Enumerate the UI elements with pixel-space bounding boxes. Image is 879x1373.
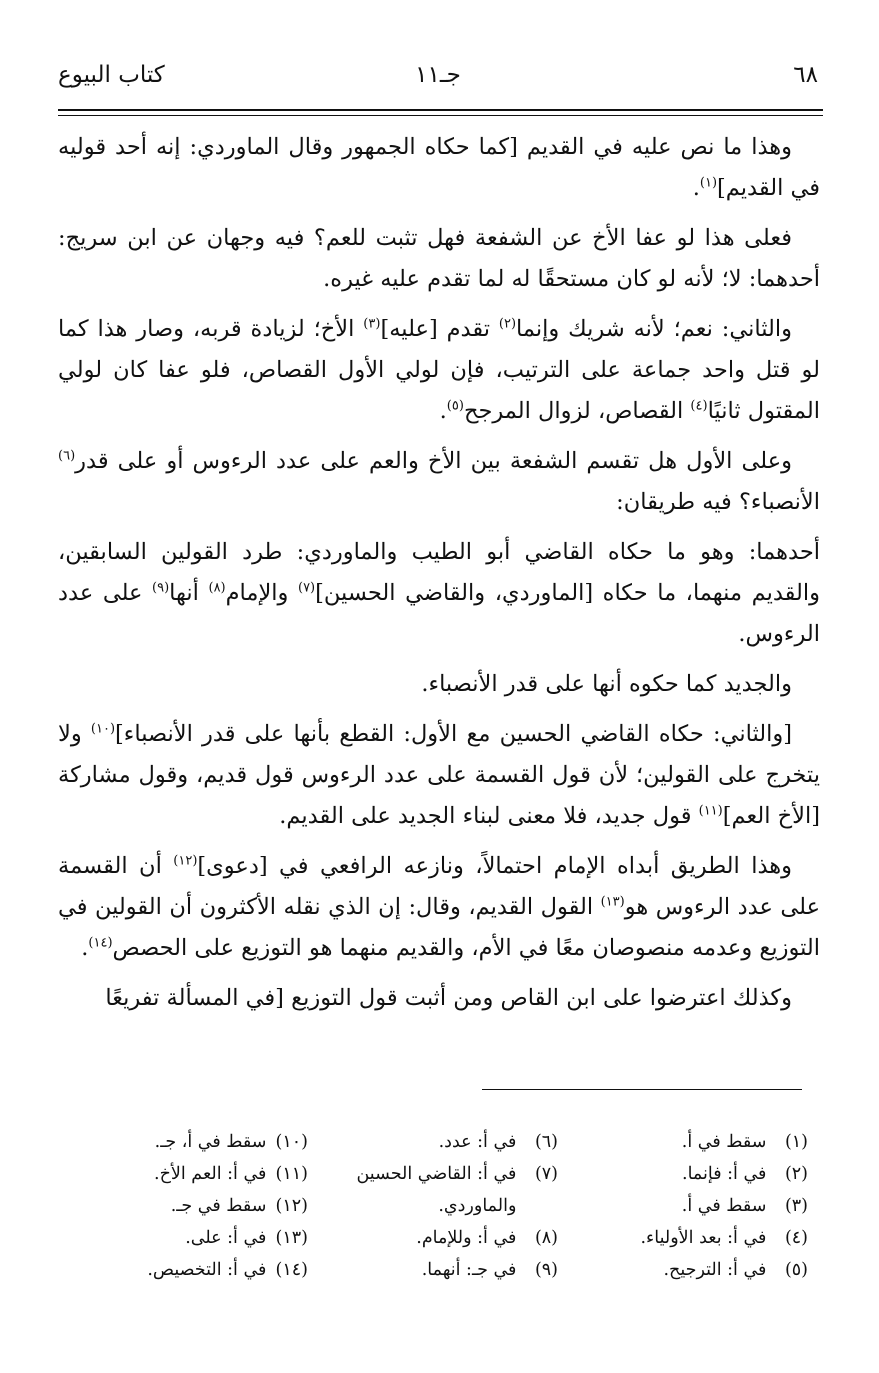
footnote-ref: (١٠) <box>90 721 116 737</box>
footnote: (٢) في أ: فإنما. <box>682 1164 808 1184</box>
paragraph: فعلى هذا لو عفا الأخ عن الشفعة فهل تثبت للعم؟ فيه وجهان عن ابن سريج: أحدهما: لا؛ لأنه لو كان مستحقًا له لما تقدم عليه غيره. <box>58 225 820 292</box>
paragraph: أحدهما: وهو ما حكاه القاضي أبو الطيب والماوردي: طرد القولين السابقين، والقديم منهما، ما حكاه [الماوردي، والقاضي الحسين]$^{(٧)}$ والإمام$^{(٨)}$ أنها$^{(٩)}$ على عدد الرءوس. <box>58 539 820 647</box>
paragraph: وهذا الطريق أبداه الإمام احتمالاً، ونازعه الرافعي في [دعوى]$^{(١٢)}$ أن القسمة على عدد الرءوس هو$^{(١٣)}$ القول القديم، وقال: إن الذي نقله الأكثرون أن القولين في التوزيع وعدمه منصوصان معًا في الأم، والقديم منهما هو التوزيع على الحصص$^{(١٤)}$. <box>58 853 820 961</box>
footnote-ref: (١٤) <box>88 935 113 951</box>
paragraph: [والثاني: حكاه القاضي الحسين مع الأول: القطع بأنها على قدر الأنصباء]$^{(١٠)}$ ولا يتخرج على القولين؛ لأن قول القسمة على عدد الرءوس قول قديم، وقول مشاركة [الأخ العم]$^{(١١)}$ قول جديد، فلا معنى لبناء الجديد على القديم. <box>58 721 820 829</box>
page-number: ٦٨ <box>793 62 818 88</box>
footnote: (٤) في أ: بعد الأولياء. <box>640 1228 808 1248</box>
footnote-continuation: والماوردي. <box>438 1196 517 1216</box>
header-rule <box>58 109 823 111</box>
footnote: (٦) في أ: عدد. <box>438 1132 558 1152</box>
paragraph: وهذا ما نص عليه في القديم [كما حكاه الجمهور وقال الماوردي: إنه أحد قوليه في القديم]$^{(١)}$. <box>58 134 820 201</box>
footnote-ref: (٣) <box>363 316 381 332</box>
footnote-ref: (٧) <box>297 580 316 596</box>
footnote-ref: (٨) <box>208 580 226 596</box>
volume-label: جـ١١ <box>415 62 461 88</box>
footnote-ref: (١٢) <box>173 853 198 869</box>
footnote-ref: (٤) <box>690 398 708 414</box>
footnote: (٥) في أ: الترجيح. <box>663 1260 808 1280</box>
footnote-ref: (٦) <box>58 448 76 464</box>
footnote: (١١) في أ: العم الأخ. <box>154 1164 308 1184</box>
footnote: (١٢) سقط في جـ. <box>170 1196 308 1216</box>
footnote-column <box>68 1126 308 1286</box>
main-text <box>58 127 820 1028</box>
footnote-ref: (١٣) <box>600 894 625 910</box>
footnote-ref: (٢) <box>498 316 517 332</box>
footnote: (٧) في أ: القاضي الحسين <box>356 1164 558 1184</box>
footnote: (٩) في جـ: أنهما. <box>421 1260 558 1280</box>
paragraph: والجديد كما حكوه أنها على قدر الأنصباء. <box>421 671 792 697</box>
footnote: (١٣) في أ: على. <box>185 1228 308 1248</box>
paragraph: وعلى الأول هل تقسم الشفعة بين الأخ والعم على عدد الرءوس أو على قدر$^{(٦)}$ الأنصباء؟ فيه طريقان: <box>58 448 820 515</box>
footnote-ref: (١١) <box>698 803 723 819</box>
footnote: (١٤) في أ: التخصيص. <box>147 1260 308 1280</box>
paragraph: وكذلك اعترضوا على ابن القاص ومن أثبت قول التوزيع [في المسألة تفريعًا <box>105 985 792 1011</box>
footnote-column <box>308 1126 558 1286</box>
paragraph: والثاني: نعم؛ لأنه شريك وإنما$^{(٢)}$ تقدم [عليه]$^{(٣)}$ الأخ؛ لزيادة قربه، وصار هذا كما لو قتل واحد جماعة على الترتيب، فإن لولي الأول القصاص، فلو عفا كان لولي المقتول ثانيًا$^{(٤)}$ القصاص، لزوال المرجح$^{(٥)}$. <box>58 316 820 424</box>
book-title: كتاب البيوع <box>58 62 165 88</box>
running-header <box>58 62 818 102</box>
footnote-ref: (٩) <box>152 580 170 596</box>
footnote-column <box>558 1126 808 1286</box>
header-rule-thin <box>58 115 823 116</box>
footnote-ref: (٥) <box>446 398 464 414</box>
footnote-rule <box>482 1089 802 1090</box>
footnote: (٣) سقط في أ. <box>681 1196 808 1216</box>
footnote-ref: (١) <box>699 175 718 191</box>
footnote: (١٠) سقط في أ، جـ. <box>154 1132 308 1152</box>
footnote: (٨) في أ: وللإمام. <box>416 1228 558 1248</box>
footnote: (١) سقط في أ. <box>681 1132 808 1152</box>
